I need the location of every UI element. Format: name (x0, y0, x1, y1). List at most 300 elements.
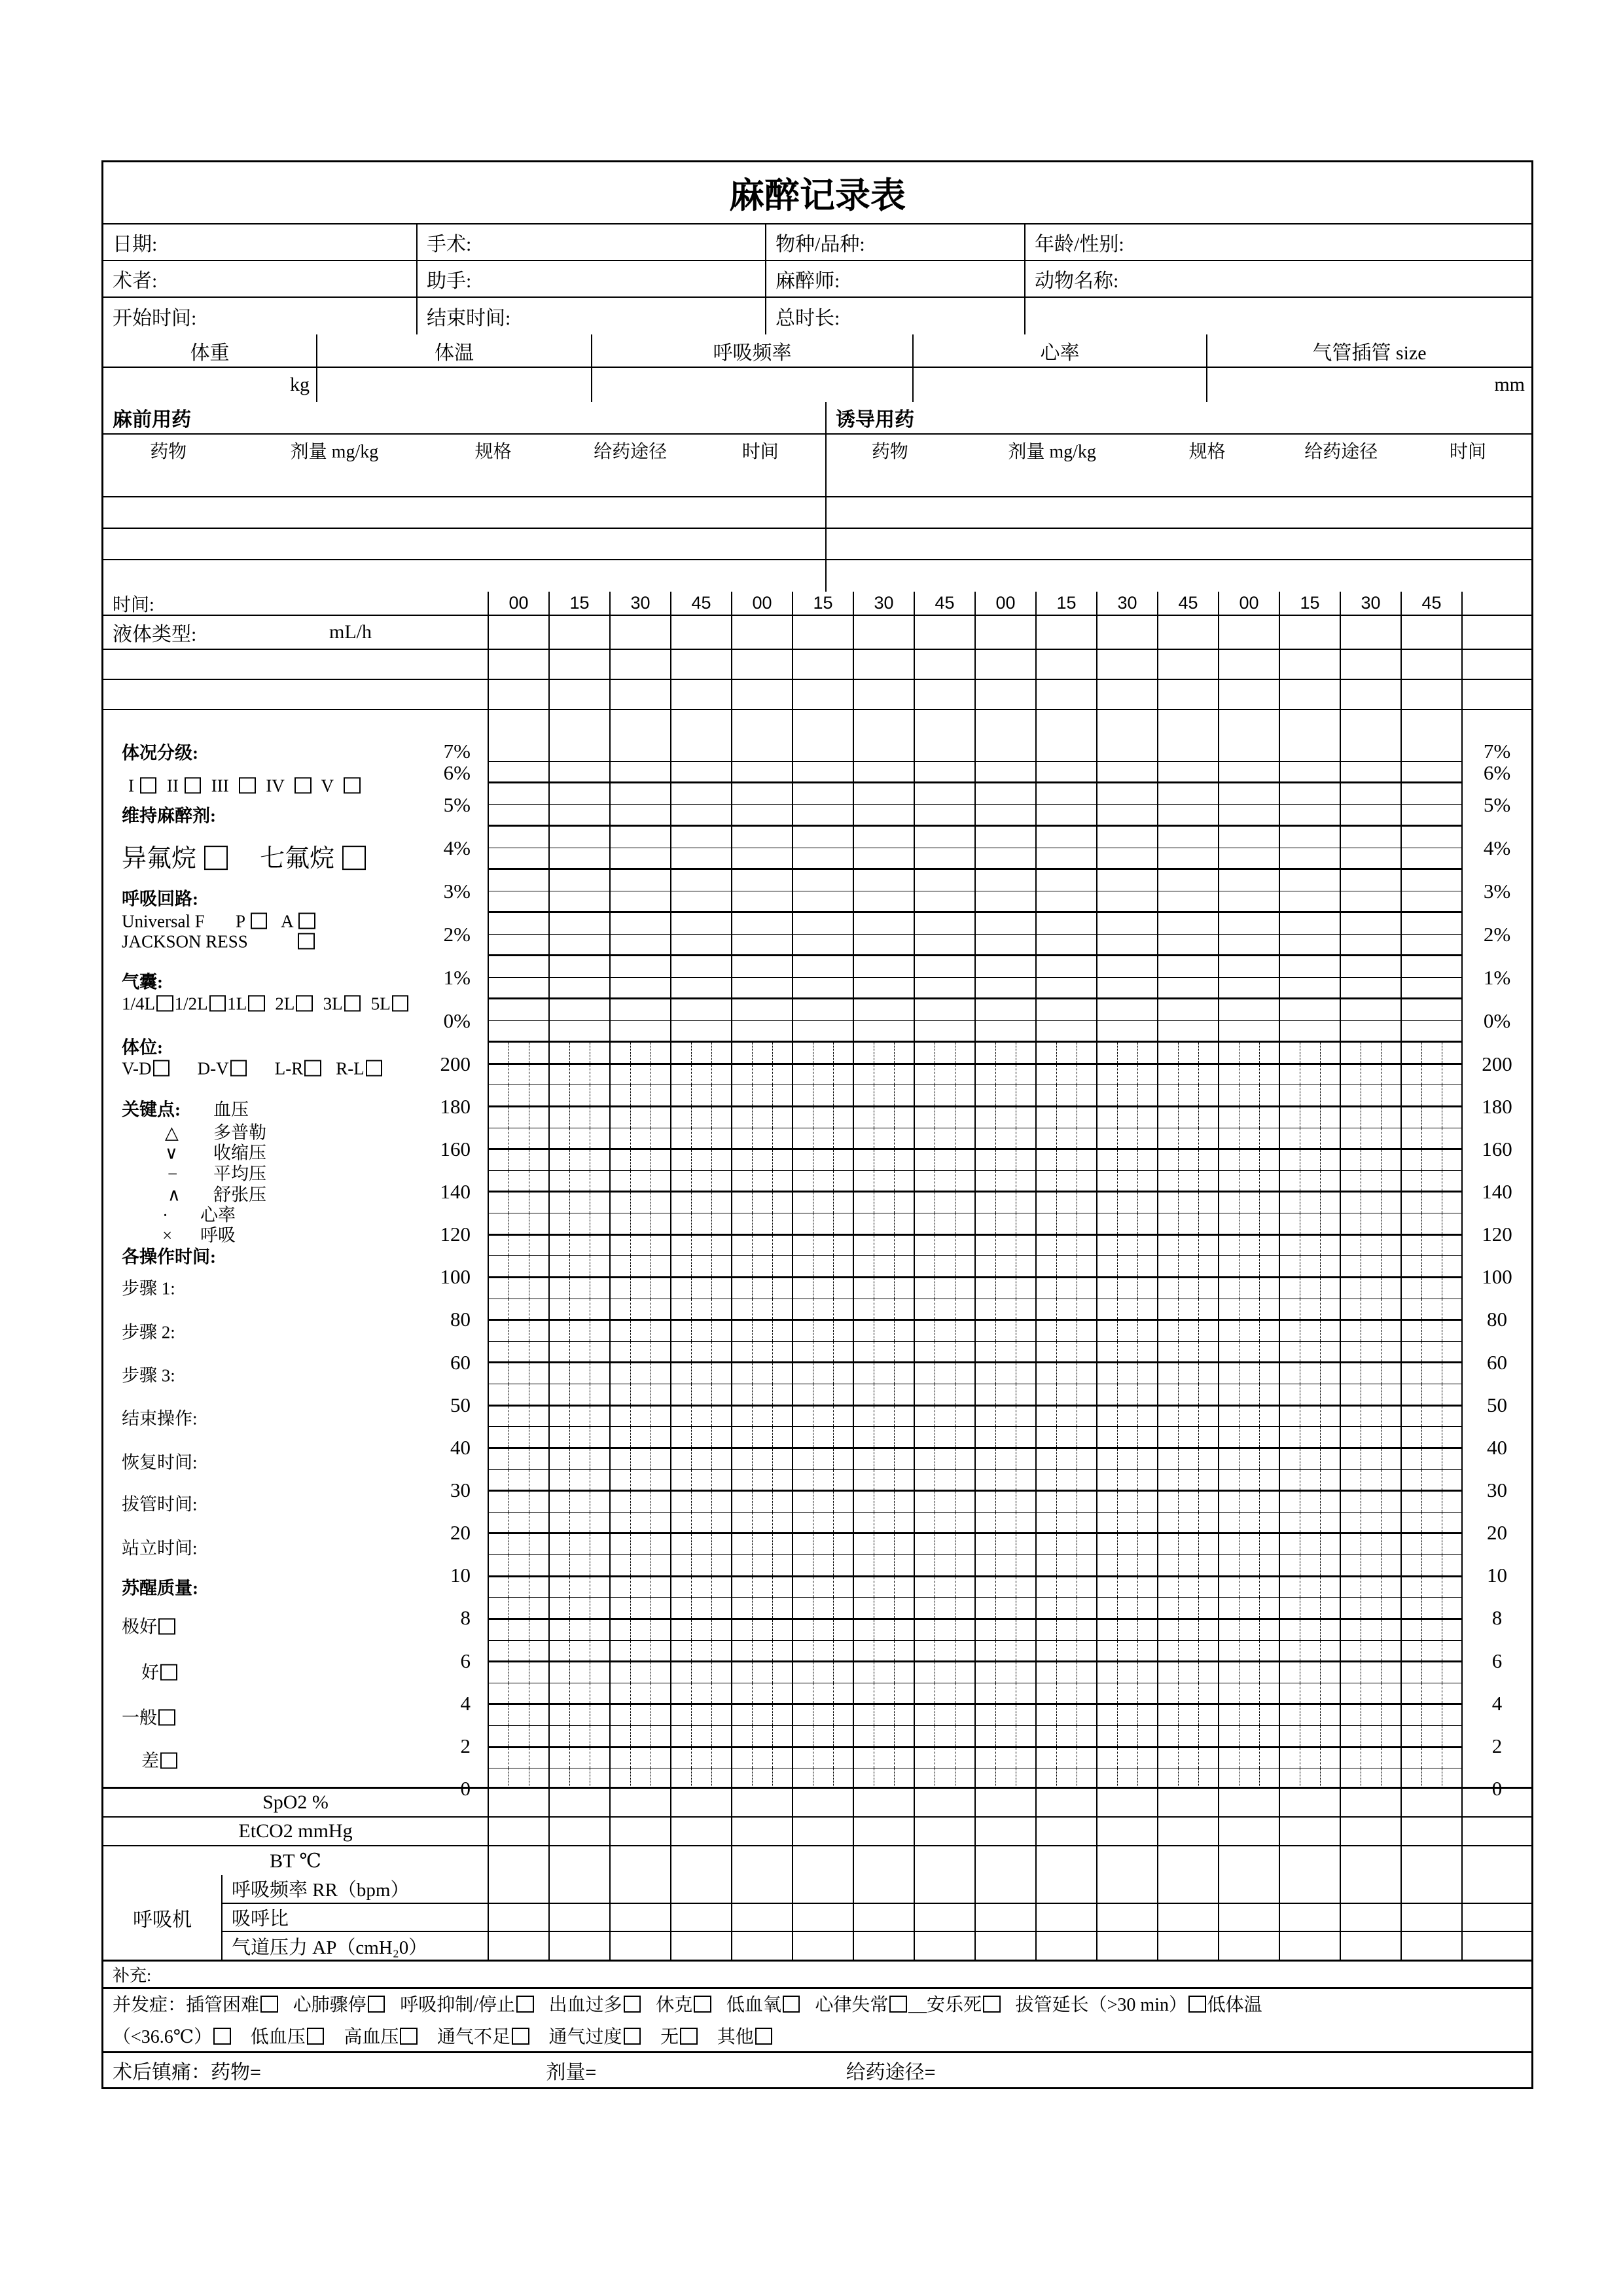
vital-grid-cell[interactable] (732, 1492, 793, 1512)
vital-grid-cell[interactable] (1037, 1065, 1097, 1085)
vital-grid-cell[interactable] (1402, 1085, 1463, 1105)
vital-grid-cell[interactable] (1341, 1492, 1402, 1512)
fluid-grid-cell[interactable] (550, 710, 611, 740)
vital-grid-cell[interactable] (1158, 1620, 1219, 1640)
vital-grid-cell[interactable] (1219, 1427, 1280, 1447)
vital-grid-cell[interactable] (1280, 1299, 1341, 1319)
percent-grid-cell[interactable] (671, 762, 732, 781)
vital-grid-cell[interactable] (976, 1768, 1037, 1789)
vital-grid-cell[interactable] (1219, 1449, 1280, 1469)
vital-grid-cell[interactable] (1219, 1641, 1280, 1661)
vital-grid-cell[interactable] (1219, 1363, 1280, 1384)
vital-grid-cell[interactable] (550, 1342, 611, 1362)
vital-grid-cell[interactable] (1158, 1193, 1219, 1213)
vital-grid-cell[interactable] (1402, 1662, 1463, 1683)
vital-grid-cell[interactable] (550, 1150, 611, 1170)
measurement-cell[interactable] (915, 1789, 976, 1816)
vital-grid-cell[interactable] (1037, 1748, 1097, 1768)
vital-grid-cell[interactable] (1280, 1193, 1341, 1213)
vital-grid-cell[interactable] (489, 1683, 550, 1704)
percent-grid-cell[interactable] (1158, 827, 1219, 848)
vital-grid-cell[interactable] (915, 1107, 976, 1128)
vital-grid-cell[interactable] (489, 1768, 550, 1789)
vital-grid-cell[interactable] (1158, 1768, 1219, 1789)
vital-grid-cell[interactable] (793, 1085, 854, 1105)
fluid-grid-cell[interactable] (793, 680, 854, 709)
vital-grid-cell[interactable] (976, 1342, 1037, 1362)
percent-grid-cell[interactable] (1280, 978, 1341, 997)
vital-grid-cell[interactable] (793, 1748, 854, 1768)
percent-grid-cell[interactable] (1219, 913, 1280, 934)
vital-grid-cell[interactable] (671, 1492, 732, 1512)
vital-grid-cell[interactable] (1158, 1513, 1219, 1533)
ventilator-cell[interactable] (1280, 1932, 1341, 1960)
vital-grid-cell[interactable] (489, 1236, 550, 1256)
vital-grid-cell[interactable] (915, 1534, 976, 1554)
measurement-cell[interactable] (1219, 1818, 1280, 1845)
fluid-grid-cell[interactable] (976, 616, 1037, 649)
vital-grid-cell[interactable] (732, 1321, 793, 1341)
vital-grid-cell[interactable] (915, 1128, 976, 1149)
vital-grid-cell[interactable] (793, 1150, 854, 1170)
drug-entry-cell[interactable] (103, 529, 827, 559)
percent-grid-cell[interactable] (1219, 827, 1280, 848)
fluid-grid-cell[interactable] (1402, 616, 1463, 649)
vital-grid-cell[interactable] (671, 1342, 732, 1362)
vital-grid-cell[interactable] (793, 1213, 854, 1234)
percent-grid-cell[interactable] (793, 956, 854, 977)
percent-grid-cell[interactable] (611, 870, 671, 891)
vital-grid-cell[interactable] (611, 1085, 671, 1105)
vital-grid-cell[interactable] (1097, 1085, 1158, 1105)
vital-grid-cell[interactable] (1097, 1427, 1158, 1447)
measurement-cell[interactable] (854, 1818, 915, 1845)
percent-grid-cell[interactable] (1402, 783, 1463, 804)
vital-grid-cell[interactable] (732, 1620, 793, 1640)
vital-grid-cell[interactable] (1280, 1470, 1341, 1490)
checkbox[interactable] (624, 1996, 641, 2013)
vital-grid-cell[interactable] (915, 1256, 976, 1276)
vital-grid-cell[interactable] (671, 1193, 732, 1213)
vital-grid-cell[interactable] (1037, 1513, 1097, 1533)
percent-grid-cell[interactable] (671, 848, 732, 868)
vital-grid-cell[interactable] (1341, 1299, 1402, 1319)
percent-grid-cell[interactable] (611, 978, 671, 997)
vital-grid-cell[interactable] (1280, 1278, 1341, 1299)
vital-grid-cell[interactable] (550, 1256, 611, 1276)
vital-grid-cell[interactable] (732, 1726, 793, 1746)
checkbox[interactable] (366, 1060, 383, 1077)
measurement-cell[interactable] (1463, 1789, 1531, 1816)
percent-grid-cell[interactable] (854, 956, 915, 977)
vital-grid-cell[interactable] (854, 1043, 915, 1063)
vital-grid-cell[interactable] (671, 1534, 732, 1554)
vital-grid-cell[interactable] (1280, 1620, 1341, 1640)
vital-grid-cell[interactable] (1219, 1128, 1280, 1149)
percent-grid-cell[interactable] (611, 891, 671, 911)
vital-grid-cell[interactable] (550, 1065, 611, 1085)
ventilator-cell[interactable] (671, 1875, 732, 1903)
vital-grid-cell[interactable] (671, 1384, 732, 1405)
percent-grid-cell[interactable] (732, 978, 793, 997)
vital-grid-cell[interactable] (489, 1598, 550, 1618)
vital-grid-cell[interactable] (793, 1342, 854, 1362)
vital-grid-cell[interactable] (1037, 1641, 1097, 1661)
percent-grid-cell[interactable] (611, 913, 671, 934)
vital-grid-cell[interactable] (1097, 1726, 1158, 1746)
vital-grid-cell[interactable] (1097, 1534, 1158, 1554)
vital-grid-cell[interactable] (976, 1171, 1037, 1191)
fluid-grid-cell[interactable] (732, 680, 793, 709)
percent-grid-cell[interactable] (671, 1021, 732, 1041)
vital-grid-cell[interactable] (611, 1321, 671, 1341)
vital-grid-cell[interactable] (1219, 1555, 1280, 1575)
vital-grid-cell[interactable] (671, 1726, 732, 1746)
percent-grid-cell[interactable] (1341, 999, 1402, 1020)
fluid-grid-cell[interactable] (1280, 680, 1341, 709)
vital-grid-cell[interactable] (732, 1256, 793, 1276)
vital-grid-cell[interactable] (550, 1193, 611, 1213)
vital-grid-cell[interactable] (915, 1449, 976, 1469)
percent-grid-cell[interactable] (1280, 870, 1341, 891)
vital-grid-cell[interactable] (550, 1577, 611, 1598)
vital-grid-cell[interactable] (732, 1384, 793, 1405)
fluid-grid-cell[interactable] (976, 680, 1037, 709)
vital-grid-cell[interactable] (550, 1299, 611, 1319)
vital-grid-cell[interactable] (1402, 1641, 1463, 1661)
fluid-grid-cell[interactable] (1402, 710, 1463, 740)
percent-grid-cell[interactable] (915, 740, 976, 761)
percent-grid-cell[interactable] (550, 999, 611, 1020)
vital-grid-cell[interactable] (976, 1236, 1037, 1256)
vital-grid-cell[interactable] (489, 1278, 550, 1299)
percent-grid-cell[interactable] (611, 999, 671, 1020)
ventilator-cell[interactable] (1219, 1904, 1280, 1931)
checkbox[interactable] (298, 912, 315, 929)
vital-grid-cell[interactable] (671, 1768, 732, 1789)
percent-grid-cell[interactable] (1097, 762, 1158, 781)
vital-grid-cell[interactable] (611, 1213, 671, 1234)
vital-grid-cell[interactable] (976, 1321, 1037, 1341)
vital-grid-cell[interactable] (1280, 1662, 1341, 1683)
percent-grid-cell[interactable] (489, 1021, 550, 1041)
vital-grid-cell[interactable] (550, 1407, 611, 1427)
percent-grid-cell[interactable] (976, 870, 1037, 891)
vital-grid-cell[interactable] (1219, 1278, 1280, 1299)
ventilator-cell[interactable] (1097, 1904, 1158, 1931)
vital-grid-cell[interactable] (1037, 1193, 1097, 1213)
drug-entry-cell[interactable] (827, 497, 1531, 528)
vital-grid-cell[interactable] (671, 1107, 732, 1128)
percent-grid-cell[interactable] (671, 956, 732, 977)
percent-grid-cell[interactable] (1158, 999, 1219, 1020)
vital-grid-cell[interactable] (854, 1171, 915, 1191)
vital-grid-cell[interactable] (1158, 1278, 1219, 1299)
vital-grid-cell[interactable] (550, 1321, 611, 1341)
checkbox[interactable] (298, 933, 315, 950)
percent-grid-cell[interactable] (489, 870, 550, 891)
percent-grid-cell[interactable] (1341, 870, 1402, 891)
percent-grid-cell[interactable] (550, 762, 611, 781)
vital-grid-cell[interactable] (915, 1193, 976, 1213)
checkbox[interactable] (1188, 1996, 1206, 2013)
vital-grid-cell[interactable] (1280, 1748, 1341, 1768)
percent-grid-cell[interactable] (793, 783, 854, 804)
vital-grid-cell[interactable] (1402, 1299, 1463, 1319)
measurement-cell[interactable] (550, 1846, 611, 1875)
percent-grid-cell[interactable] (1280, 783, 1341, 804)
percent-grid-cell[interactable] (611, 783, 671, 804)
ventilator-cell[interactable] (854, 1875, 915, 1903)
percent-grid-cell[interactable] (1037, 805, 1097, 825)
vital-grid-cell[interactable] (611, 1470, 671, 1490)
measurement-cell[interactable] (1402, 1846, 1463, 1875)
fluid-grid-cell[interactable] (915, 616, 976, 649)
ventilator-cell[interactable] (489, 1875, 550, 1903)
ventilator-cell[interactable] (1037, 1904, 1097, 1931)
vital-grid-cell[interactable] (1219, 1321, 1280, 1341)
checkbox[interactable] (213, 2028, 231, 2045)
checkbox[interactable] (160, 1752, 177, 1769)
vital-grid-cell[interactable] (732, 1641, 793, 1661)
percent-grid-cell[interactable] (611, 827, 671, 848)
percent-grid-cell[interactable] (915, 935, 976, 954)
percent-grid-cell[interactable] (793, 1021, 854, 1041)
vital-grid-cell[interactable] (1219, 1662, 1280, 1683)
vital-grid-cell[interactable] (793, 1128, 854, 1149)
percent-grid-cell[interactable] (1280, 827, 1341, 848)
vital-grid-cell[interactable] (1158, 1705, 1219, 1725)
vital-grid-cell[interactable] (854, 1427, 915, 1447)
vital-grid-cell[interactable] (1037, 1577, 1097, 1598)
vital-grid-cell[interactable] (1402, 1598, 1463, 1618)
vital-grid-cell[interactable] (671, 1748, 732, 1768)
vital-grid-cell[interactable] (1402, 1107, 1463, 1128)
percent-grid-cell[interactable] (915, 913, 976, 934)
vital-grid-cell[interactable] (489, 1363, 550, 1384)
vital-grid-cell[interactable] (1341, 1043, 1402, 1063)
measurement-cell[interactable] (1280, 1846, 1341, 1875)
drug-entry-cell[interactable] (103, 560, 827, 592)
vital-grid-cell[interactable] (1402, 1534, 1463, 1554)
percent-grid-cell[interactable] (611, 805, 671, 825)
fluid-grid-cell[interactable] (671, 710, 732, 740)
vital-grid-cell[interactable] (1037, 1662, 1097, 1683)
percent-grid-cell[interactable] (1280, 848, 1341, 868)
vital-grid-cell[interactable] (732, 1107, 793, 1128)
percent-grid-cell[interactable] (854, 783, 915, 804)
vital-grid-cell[interactable] (489, 1513, 550, 1533)
percent-grid-cell[interactable] (793, 848, 854, 868)
vital-grid-cell[interactable] (671, 1620, 732, 1640)
vital-grid-cell[interactable] (1097, 1043, 1158, 1063)
ventilator-cell[interactable] (550, 1904, 611, 1931)
vital-grid-cell[interactable] (1402, 1620, 1463, 1640)
fluid-grid-cell[interactable] (1341, 710, 1402, 740)
percent-grid-cell[interactable] (1402, 848, 1463, 868)
percent-grid-cell[interactable] (611, 740, 671, 761)
vital-grid-cell[interactable] (1341, 1342, 1402, 1362)
vital-grid-cell[interactable] (976, 1384, 1037, 1405)
percent-grid-cell[interactable] (1097, 870, 1158, 891)
fluid-grid-cell[interactable] (1158, 650, 1219, 679)
ventilator-cell[interactable] (854, 1904, 915, 1931)
vital-grid-cell[interactable] (1341, 1065, 1402, 1085)
vital-grid-cell[interactable] (671, 1213, 732, 1234)
vital-grid-cell[interactable] (976, 1085, 1037, 1105)
ventilator-cell[interactable] (1219, 1932, 1280, 1960)
vital-grid-cell[interactable] (489, 1427, 550, 1447)
fluid-grid-cell[interactable] (793, 650, 854, 679)
vital-grid-cell[interactable] (915, 1555, 976, 1575)
vital-grid-cell[interactable] (671, 1299, 732, 1319)
vital-grid-cell[interactable] (976, 1427, 1037, 1447)
vital-grid-cell[interactable] (1037, 1043, 1097, 1063)
checkbox[interactable] (209, 995, 226, 1012)
vital-grid-cell[interactable] (671, 1470, 732, 1490)
vital-grid-cell[interactable] (732, 1662, 793, 1683)
vital-grid-cell[interactable] (976, 1641, 1037, 1661)
vital-grid-cell[interactable] (1219, 1193, 1280, 1213)
percent-grid-cell[interactable] (671, 913, 732, 934)
percent-grid-cell[interactable] (976, 1021, 1037, 1041)
vital-grid-cell[interactable] (611, 1043, 671, 1063)
vital-grid-cell[interactable] (732, 1513, 793, 1533)
vital-grid-cell[interactable] (854, 1299, 915, 1319)
checkbox[interactable] (140, 777, 157, 794)
vital-grid-cell[interactable] (1219, 1470, 1280, 1490)
vital-grid-cell[interactable] (1219, 1043, 1280, 1063)
vital-grid-cell[interactable] (611, 1342, 671, 1362)
drug-entry-cell[interactable] (827, 529, 1531, 559)
vital-grid-cell[interactable] (671, 1662, 732, 1683)
vital-grid-cell[interactable] (1219, 1236, 1280, 1256)
vital-grid-cell[interactable] (793, 1449, 854, 1469)
fluid-grid-cell[interactable] (1280, 710, 1341, 740)
vital-grid-cell[interactable] (1280, 1213, 1341, 1234)
percent-grid-cell[interactable] (976, 935, 1037, 954)
fluid-grid-cell[interactable] (1341, 650, 1402, 679)
percent-grid-cell[interactable] (854, 848, 915, 868)
vital-grid-cell[interactable] (854, 1662, 915, 1683)
vital-grid-cell[interactable] (915, 1620, 976, 1640)
vital-grid-cell[interactable] (1037, 1107, 1097, 1128)
vital-grid-cell[interactable] (793, 1555, 854, 1575)
vital-grid-cell[interactable] (489, 1555, 550, 1575)
vital-grid-cell[interactable] (550, 1449, 611, 1469)
vital-grid-cell[interactable] (854, 1598, 915, 1618)
vital-grid-cell[interactable] (915, 1598, 976, 1618)
vital-grid-cell[interactable] (1158, 1726, 1219, 1746)
ventilator-cell[interactable] (1402, 1932, 1463, 1960)
fluid-grid-cell[interactable] (854, 650, 915, 679)
vital-grid-cell[interactable] (489, 1748, 550, 1768)
vital-grid-cell[interactable] (1219, 1342, 1280, 1362)
vital-grid-cell[interactable] (1402, 1492, 1463, 1512)
vital-grid-cell[interactable] (1097, 1662, 1158, 1683)
vital-grid-cell[interactable] (1402, 1470, 1463, 1490)
vital-grid-cell[interactable] (976, 1193, 1037, 1213)
checkbox[interactable] (204, 846, 228, 870)
vital-grid-cell[interactable] (915, 1492, 976, 1512)
vital-grid-cell[interactable] (1158, 1598, 1219, 1618)
fluid-grid-cell[interactable] (1037, 650, 1097, 679)
vital-grid-cell[interactable] (1280, 1384, 1341, 1405)
vital-grid-cell[interactable] (1158, 1470, 1219, 1490)
vital-grid-cell[interactable] (1341, 1407, 1402, 1427)
vital-grid-cell[interactable] (976, 1107, 1037, 1128)
percent-grid-cell[interactable] (1158, 783, 1219, 804)
vital-grid-cell[interactable] (1037, 1620, 1097, 1640)
vital-grid-cell[interactable] (1280, 1363, 1341, 1384)
fluid-grid-cell[interactable] (1097, 650, 1158, 679)
fluid-grid-cell[interactable] (1402, 680, 1463, 709)
vital-grid-cell[interactable] (489, 1043, 550, 1063)
vital-grid-cell[interactable] (1402, 1384, 1463, 1405)
vital-grid-cell[interactable] (1402, 1407, 1463, 1427)
vital-grid-cell[interactable] (611, 1150, 671, 1170)
ventilator-cell[interactable] (1463, 1875, 1531, 1903)
vital-grid-cell[interactable] (793, 1598, 854, 1618)
vital-grid-cell[interactable] (1341, 1150, 1402, 1170)
measurement-cell[interactable] (793, 1789, 854, 1816)
vital-grid-cell[interactable] (1158, 1128, 1219, 1149)
vital-grid-cell[interactable] (1158, 1449, 1219, 1469)
percent-grid-cell[interactable] (915, 1021, 976, 1041)
checkbox[interactable] (680, 2028, 698, 2045)
ventilator-cell[interactable] (1341, 1904, 1402, 1931)
vital-grid-cell[interactable] (915, 1748, 976, 1768)
vital-grid-cell[interactable] (671, 1363, 732, 1384)
vital-grid-cell[interactable] (1037, 1555, 1097, 1575)
percent-grid-cell[interactable] (1219, 891, 1280, 911)
vital-grid-cell[interactable] (732, 1085, 793, 1105)
percent-grid-cell[interactable] (732, 740, 793, 761)
vital-grid-cell[interactable] (1097, 1513, 1158, 1533)
vital-grid-cell[interactable] (1158, 1236, 1219, 1256)
vital-grid-cell[interactable] (550, 1492, 611, 1512)
vital-grid-cell[interactable] (793, 1577, 854, 1598)
vital-grid-cell[interactable] (1158, 1641, 1219, 1661)
vital-grid-cell[interactable] (611, 1577, 671, 1598)
vital-grid-cell[interactable] (793, 1065, 854, 1085)
vital-grid-cell[interactable] (976, 1726, 1037, 1746)
ventilator-cell[interactable] (1037, 1875, 1097, 1903)
measurement-cell[interactable] (1341, 1789, 1402, 1816)
vital-grid-cell[interactable] (1097, 1748, 1158, 1768)
checkbox[interactable] (260, 1996, 278, 2013)
vital-grid-cell[interactable] (915, 1342, 976, 1362)
vital-grid-cell[interactable] (550, 1641, 611, 1661)
vital-grid-cell[interactable] (793, 1193, 854, 1213)
percent-grid-cell[interactable] (1402, 999, 1463, 1020)
ventilator-cell[interactable] (976, 1875, 1037, 1903)
ventilator-cell[interactable] (1402, 1875, 1463, 1903)
percent-grid-cell[interactable] (611, 956, 671, 977)
vital-grid-cell[interactable] (793, 1705, 854, 1725)
percent-grid-cell[interactable] (1280, 805, 1341, 825)
measurement-cell[interactable] (1219, 1846, 1280, 1875)
vital-grid-cell[interactable] (793, 1683, 854, 1704)
fluid-grid-cell[interactable] (1037, 680, 1097, 709)
percent-grid-cell[interactable] (1219, 978, 1280, 997)
percent-grid-cell[interactable] (854, 740, 915, 761)
measurement-cell[interactable] (1402, 1818, 1463, 1845)
vital-grid-cell[interactable] (793, 1107, 854, 1128)
vital-grid-cell[interactable] (793, 1470, 854, 1490)
vital-grid-cell[interactable] (1158, 1299, 1219, 1319)
percent-grid-cell[interactable] (976, 740, 1037, 761)
